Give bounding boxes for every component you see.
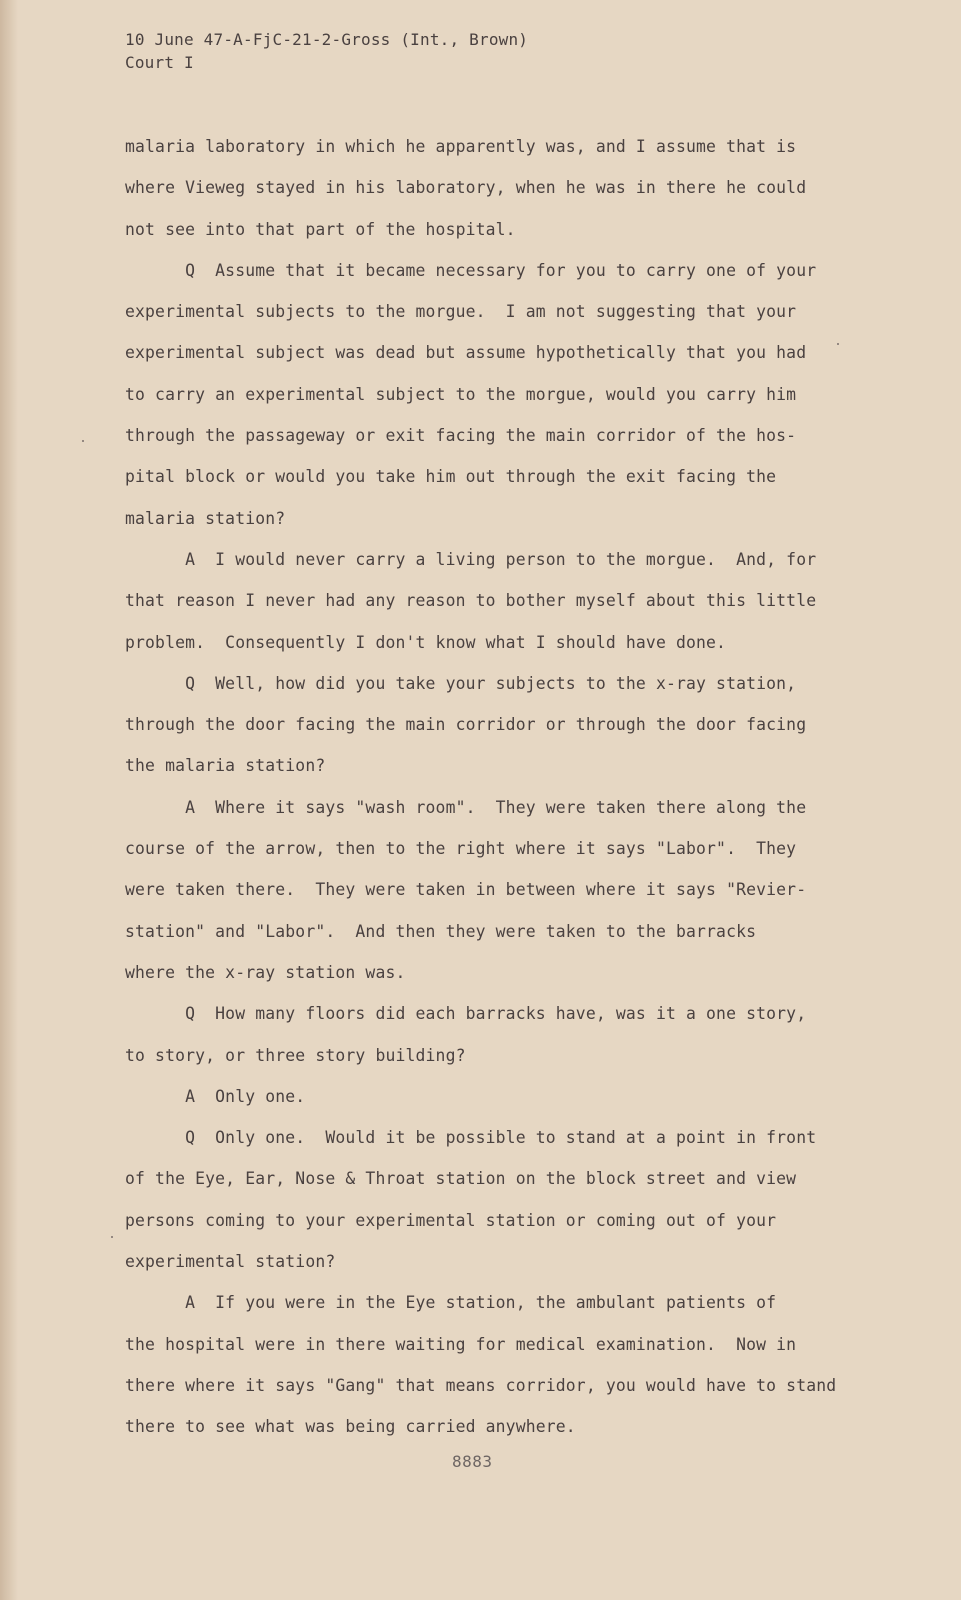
header-line-session: 10 June 47-A-FjC-21-2-Gross (Int., Brown) <box>125 30 529 49</box>
transcript-line: of the Eye, Ear, Nose & Throat station on the block street and view <box>125 1169 797 1189</box>
transcript-line: experimental subject was dead but assume hypothetically that you had <box>125 343 807 363</box>
transcript-line: A I would never carry a living person to the morgue. And, for <box>125 549 817 569</box>
transcript-line: station" and "Labor". And then they were taken to the barracks <box>125 921 757 941</box>
transcript-line: problem. Consequently I don't know what I should have done. <box>125 632 727 652</box>
transcript-line: A If you were in the Eye station, the ambulant patients of <box>125 1293 777 1313</box>
margin-mark <box>111 1236 113 1238</box>
transcript-line: pital block or would you take him out through the exit facing the <box>125 467 777 487</box>
transcript-line: persons coming to your experimental station or coming out of your <box>125 1210 777 1230</box>
transcript-line: the hospital were in there waiting for medical examination. Now in <box>125 1334 797 1354</box>
transcript-line: Q How many floors did each barracks have, was it a one story, <box>125 1004 807 1024</box>
transcript-line: A Where it says "wash room". They were taken there along the <box>125 797 807 817</box>
transcript-line: the malaria station? <box>125 756 326 776</box>
transcript-line: were taken there. They were taken in between where it says "Revier- <box>125 880 807 900</box>
page-header <box>125 28 528 74</box>
margin-mark <box>837 343 839 345</box>
paper-edge <box>0 0 18 1600</box>
transcript-line: there to see what was being carried anywhere. <box>125 1417 576 1437</box>
transcript-line: Q Well, how did you take your subjects to the x-ray station, <box>125 673 797 693</box>
transcript-line: experimental station? <box>125 1252 336 1272</box>
transcript-body <box>125 126 865 1448</box>
transcript-line: A Only one. <box>125 1086 306 1106</box>
transcript-line: not see into that part of the hospital. <box>125 219 516 239</box>
transcript-line: to story, or three story building? <box>125 1045 466 1065</box>
page-number: 8883 <box>452 1452 493 1471</box>
header-line-court: Court I <box>125 53 194 72</box>
margin-mark <box>82 440 84 442</box>
transcript-line: Q Assume that it became necessary for you to carry one of your <box>125 260 817 280</box>
transcript-line: malaria station? <box>125 508 286 528</box>
transcript-line: where the x-ray station was. <box>125 962 406 982</box>
transcript-line: course of the arrow, then to the right where it says "Labor". They <box>125 839 797 859</box>
transcript-line: experimental subjects to the morgue. I am not suggesting that your <box>125 302 797 322</box>
transcript-line: where Vieweg stayed in his laboratory, when he was in there he could <box>125 178 807 198</box>
transcript-line: Q Only one. Would it be possible to stand at a point in front <box>125 1128 817 1148</box>
transcript-line: there where it says "Gang" that means corridor, you would have to stand <box>125 1375 837 1395</box>
transcript-line: to carry an experimental subject to the morgue, would you carry him <box>125 384 797 404</box>
transcript-line: through the passageway or exit facing the main corridor of the hos- <box>125 426 797 446</box>
transcript-line: through the door facing the main corridor or through the door facing <box>125 715 807 735</box>
transcript-line: malaria laboratory in which he apparently was, and I assume that is <box>125 137 797 156</box>
transcript-line: that reason I never had any reason to bother myself about this little <box>125 591 817 611</box>
